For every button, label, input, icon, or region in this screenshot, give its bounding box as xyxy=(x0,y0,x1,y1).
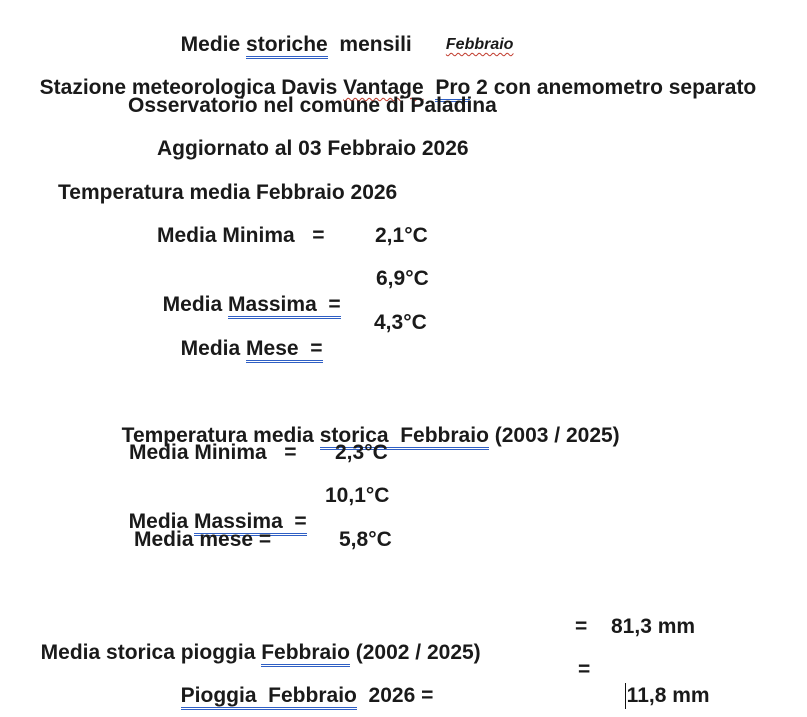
rain-historic-word: Febbraio xyxy=(261,641,350,667)
historic-heading-suffix: (2003 / 2025) xyxy=(488,424,620,447)
historic-max-value: 10,1°C xyxy=(325,484,390,507)
current-min-label: Media Minima = xyxy=(157,224,325,247)
historic-heading-prefix: Temperatura media xyxy=(121,424,320,447)
historic-heading-word: storica Febbraio xyxy=(320,424,489,450)
rain-current-label xyxy=(169,657,433,709)
station-pro: Pro xyxy=(435,76,470,102)
historic-max-prefix: Media xyxy=(128,510,195,533)
station-vantage: Vantage xyxy=(343,76,424,99)
rain-current-eq: = xyxy=(578,658,591,681)
rain-current-word: Pioggia Febbraio xyxy=(181,684,357,710)
rain-historic-suffix: (2002 / 2025) xyxy=(349,641,481,664)
historic-mese-value: 5,8°C xyxy=(339,528,392,551)
current-max-word: Massima = xyxy=(228,293,341,319)
rain-historic-eq: = xyxy=(575,615,588,638)
title-word-storiche: storiche xyxy=(246,33,328,59)
historic-max-word: Massima = xyxy=(194,510,307,536)
station-suffix: 2 con anemometro separato xyxy=(470,76,757,99)
station-prefix: Stazione meteorologica Davis xyxy=(39,76,344,99)
historic-mese-label: Media mese = xyxy=(134,528,272,551)
title-month-text: Febbraio xyxy=(445,36,514,53)
updated-line: Aggiornato al 03 Febbraio 2026 xyxy=(157,137,469,160)
historic-min-value: 2,3°C xyxy=(335,441,388,464)
current-max-prefix: Media xyxy=(162,293,229,316)
current-min-value: 2,1°C xyxy=(375,224,428,247)
rain-current-value: 11,8 mm xyxy=(626,684,710,707)
rain-current-suffix: 2026 = xyxy=(356,684,434,707)
observatory-line: Osservatorio nel comune di Paladina xyxy=(128,94,497,117)
rain-historic-value: 81,3 mm xyxy=(611,615,696,638)
text-cursor xyxy=(625,683,626,709)
current-max-value: 6,9°C xyxy=(376,267,429,290)
historic-min-label: Media Minima = xyxy=(129,441,297,464)
current-heading: Temperatura media Febbraio 2026 xyxy=(58,181,398,204)
current-mese-label xyxy=(169,310,323,362)
title-prefix: Medie xyxy=(180,33,247,56)
rain-historic-prefix: Media storica pioggia xyxy=(40,641,262,664)
current-mese-word: Mese = xyxy=(246,337,322,363)
title-word-mensili: mensili xyxy=(339,33,412,56)
current-mese-prefix: Media xyxy=(180,337,247,360)
rain-current-value-wrap[interactable] xyxy=(613,657,710,709)
current-mese-value: 4,3°C xyxy=(374,311,427,334)
